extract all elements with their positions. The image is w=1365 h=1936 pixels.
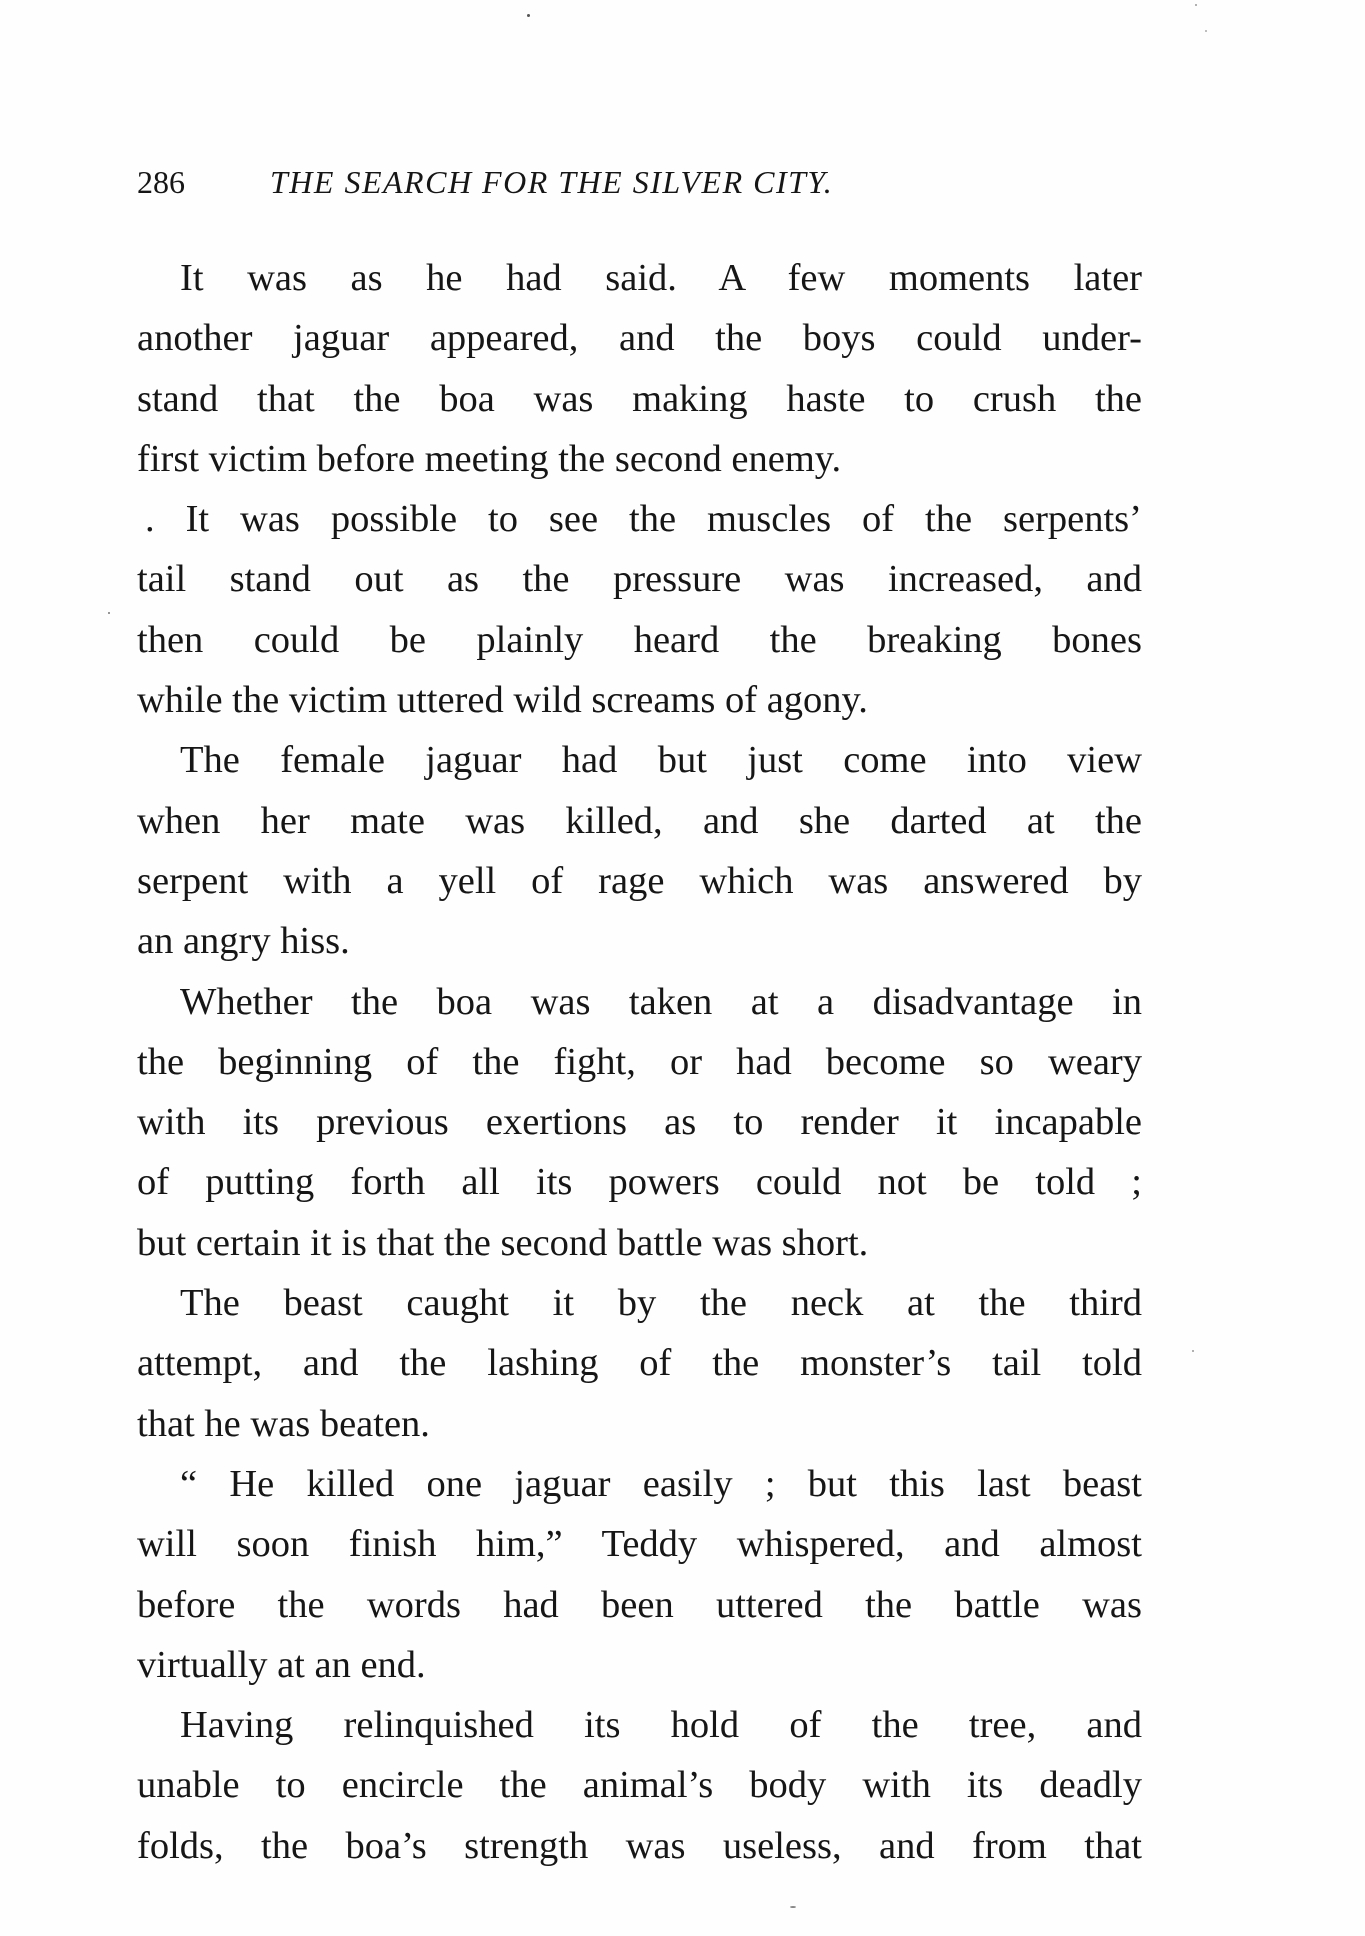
paper-speck (527, 14, 530, 17)
paper-speck (1192, 1350, 1194, 1352)
text-line: folds, the boa’s strength was useless, and from that (137, 1824, 1142, 1867)
text-line: tail stand out as the pressure was increased, and (137, 558, 1142, 601)
text-line: of putting forth all its powers could not be told ; (137, 1161, 1142, 1204)
text-line: that he was beaten. (137, 1402, 430, 1445)
text-line: while the victim uttered wild screams of agony. (137, 679, 868, 722)
text-line: another jaguar appeared, and the boys could under- (137, 317, 1142, 360)
page-number: 286 (137, 164, 185, 200)
text-line: unable to encircle the animal’s body with its deadly (137, 1764, 1142, 1807)
text-line: The beast caught it by the neck at the third (180, 1282, 1142, 1325)
text-line: The female jaguar had but just come into view (180, 739, 1142, 782)
text-line: Whether the boa was taken at a disadvantage in (180, 980, 1142, 1023)
text-line: virtually at an end. (137, 1643, 426, 1686)
text-line: first victim before meeting the second enemy. (137, 437, 842, 480)
text-line: but certain it is that the second battle was short. (137, 1221, 869, 1264)
text-line: then could be plainly heard the breaking bones (137, 618, 1142, 661)
text-line: Having relinquished its hold of the tree, and (180, 1704, 1142, 1747)
text-line: serpent with a yell of rage which was answered by (137, 859, 1142, 902)
text-line: an angry hiss. (137, 920, 350, 963)
running-head (137, 160, 1017, 204)
text-line: with its previous exertions as to render it incapable (137, 1101, 1142, 1144)
text-line: will soon finish him,” Teddy whispered, and almost (137, 1523, 1142, 1566)
body-text (137, 248, 1142, 1876)
paper-speck (790, 1906, 796, 1908)
paper-speck (1205, 30, 1207, 32)
running-title: THE SEARCH FOR THE SILVER CITY. (270, 164, 834, 200)
text-line: stand that the boa was making haste to crush the (137, 377, 1142, 420)
text-line: before the words had been uttered the battle was (137, 1583, 1142, 1626)
paper-speck (108, 612, 110, 614)
text-line: the beginning of the fight, or had become so weary (137, 1040, 1142, 1083)
paper-speck (1195, 4, 1197, 6)
text-line: “ He killed one jaguar easily ; but this last beast (180, 1462, 1142, 1505)
text-line: when her mate was killed, and she darted at the (137, 799, 1142, 842)
text-line: . It was possible to see the muscles of the serpents’ (145, 498, 1142, 541)
text-line: attempt, and the lashing of the monster’s tail told (137, 1342, 1142, 1385)
text-line: It was as he had said. A few moments later (180, 257, 1142, 299)
